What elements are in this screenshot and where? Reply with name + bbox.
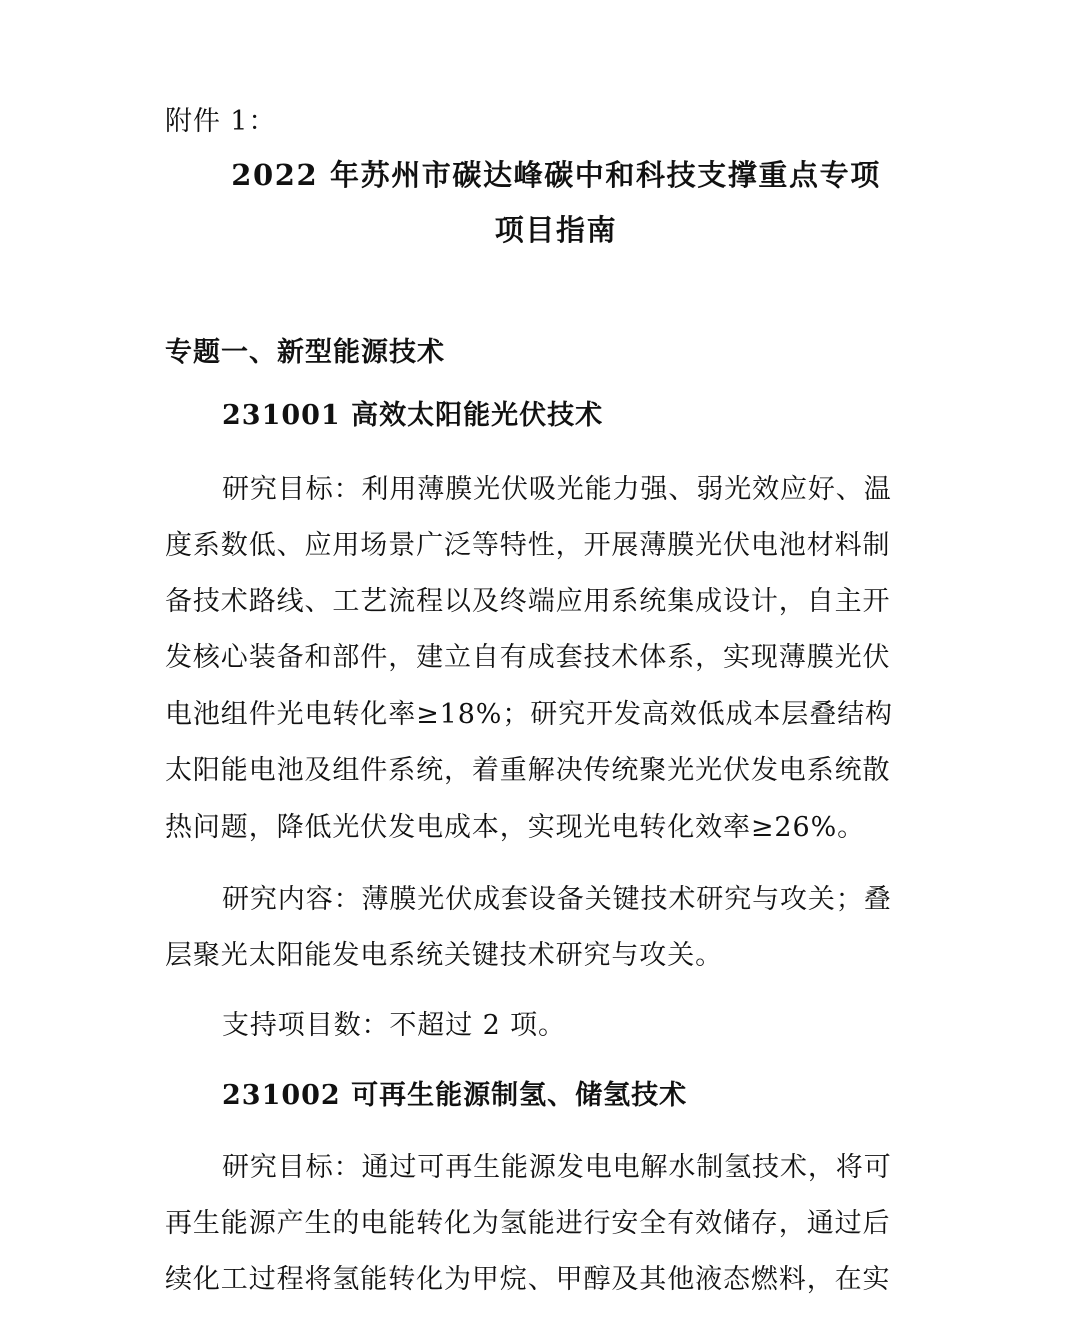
project1-goal-line: 发核心装备和部件，建立自有成套技术体系，实现薄膜光伏	[165, 642, 891, 673]
document-title-line-1: 2022 年苏州市碳达峰碳中和科技支撑重点专项	[231, 158, 881, 192]
topic-heading: 专题一、新型能源技术	[165, 337, 445, 368]
project-heading-231001: 231001 高效太阳能光伏技术	[222, 400, 604, 431]
project1-goal-line: 太阳能电池及组件系统，着重解决传统聚光光伏发电系统散	[165, 755, 891, 786]
project1-goal-line: 研究目标：利用薄膜光伏吸光能力强、弱光效应好、温	[222, 474, 892, 505]
project1-goal-line: 度系数低、应用场景广泛等特性，开展薄膜光伏电池材料制	[165, 530, 891, 561]
attachment-label: 附件 1：	[165, 106, 277, 137]
project1-goal-line: 电池组件光电转化率≥18%；研究开发高效低成本层叠结构	[165, 699, 893, 730]
project2-goal-line: 续化工过程将氢能转化为甲烷、甲醇及其他液态燃料，在实	[165, 1264, 891, 1295]
project-heading-231002: 231002 可再生能源制氢、储氢技术	[222, 1080, 688, 1111]
project2-goal-line: 再生能源产生的电能转化为氢能进行安全有效储存，通过后	[165, 1208, 891, 1239]
project1-goal-line: 热问题，降低光伏发电成本，实现光电转化效率≥26%。	[165, 812, 866, 843]
document-title-line-2: 项目指南	[494, 213, 618, 247]
project1-goal-line: 备技术路线、工艺流程以及终端应用系统集成设计，自主开	[165, 586, 891, 617]
project1-content-line: 层聚光太阳能发电系统关键技术研究与攻关。	[165, 940, 723, 971]
project1-support-count: 支持项目数：不超过 2 项。	[222, 1010, 566, 1041]
project2-goal-line: 研究目标：通过可再生能源发电电解水制氢技术，将可	[222, 1152, 892, 1183]
project1-content-line: 研究内容：薄膜光伏成套设备关键技术研究与攻关；叠	[222, 884, 892, 915]
